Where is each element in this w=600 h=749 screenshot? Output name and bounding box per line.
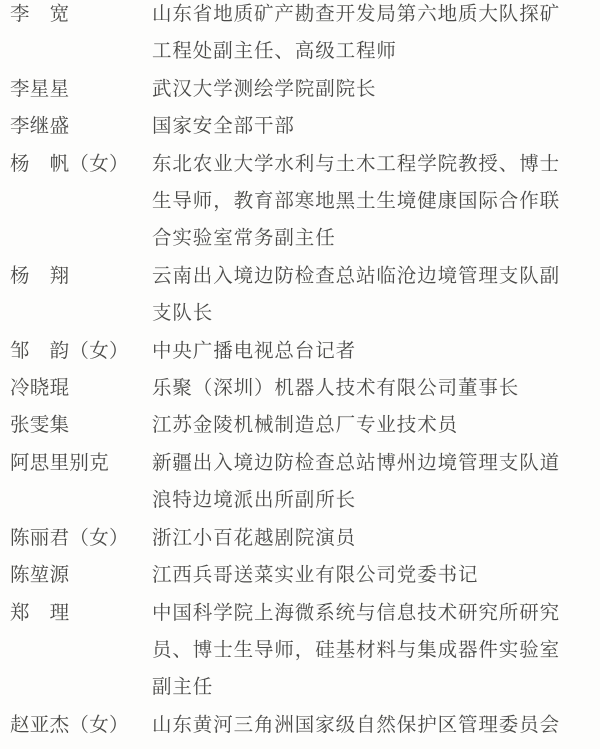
list-item (10, 707, 570, 744)
person-description (152, 108, 570, 145)
person-name: 陈堃源 (10, 565, 70, 587)
description-line: 合实验室常务副主任 (152, 228, 336, 250)
description-line: 山东黄河三角洲国家级自然保护区管理委员会 (152, 714, 561, 736)
person-name: 李继盛 (10, 116, 70, 138)
description-line: 浙江小百花越剧院演员 (152, 527, 357, 549)
person-name: 李星星 (10, 78, 70, 100)
description-line: 中国科学院上海微系统与信息技术研究所研究 (152, 602, 561, 624)
person-name: 邹 韵（女） (10, 340, 129, 362)
list-item (10, 333, 570, 370)
list-item (10, 0, 570, 71)
person-description (152, 407, 570, 444)
list-item (10, 520, 570, 557)
description-line: 副主任 (152, 677, 214, 699)
person-name: 陈丽君（女） (10, 527, 129, 549)
person-description (152, 520, 570, 557)
description-line: 工程处副主任、高级工程师 (152, 41, 397, 63)
list-item (10, 370, 570, 407)
person-description (152, 146, 570, 258)
person-description (152, 0, 570, 71)
list-item (10, 108, 570, 145)
description-line: 云南出入境边防检查总站临沧边境管理支队副 (152, 265, 561, 287)
description-line: 乐聚（深圳）机器人技术有限公司董事长 (152, 378, 520, 400)
description-line: 山东省地质矿产勘查开发局第六地质大队探矿 (152, 4, 561, 25)
person-name: 阿思里别克 (10, 452, 110, 474)
description-line: 中央广播电视总台记者 (152, 340, 357, 362)
list-item (10, 445, 570, 520)
person-name: 冷晓琨 (10, 378, 70, 400)
description-line: 东北农业大学水利与土木工程学院教授、博士 (152, 153, 561, 175)
list-item (10, 595, 570, 707)
person-description (152, 333, 570, 370)
description-line: 国家安全部干部 (152, 116, 295, 138)
description-line: 新疆出入境边防检查总站博州边境管理支队道 (152, 452, 561, 474)
person-description (152, 71, 570, 108)
description-line: 江苏金陵机械制造总厂专业技术员 (152, 415, 459, 437)
person-description (152, 707, 570, 744)
list-item (10, 557, 570, 594)
description-line: 浪特边境派出所副所长 (152, 490, 357, 512)
person-name: 张雯集 (10, 415, 70, 437)
list-item (10, 146, 570, 258)
list-item (10, 258, 570, 333)
list-item (10, 71, 570, 108)
person-description (152, 445, 570, 520)
description-line: 武汉大学测绘学院副院长 (152, 78, 377, 100)
person-description (152, 595, 570, 707)
person-name: 赵亚杰（女） (10, 714, 129, 736)
person-name: 杨 帆（女） (10, 153, 129, 175)
person-name: 李 宽 (10, 4, 70, 25)
list-item (10, 407, 570, 444)
person-description (152, 258, 570, 333)
description-line: 支队长 (152, 303, 214, 325)
description-line: 员、博士生导师，硅基材料与集成器件实验室 (152, 639, 561, 661)
person-description (152, 557, 570, 594)
person-name: 杨 翔 (10, 265, 70, 287)
person-description (152, 370, 570, 407)
person-name: 郑 理 (10, 602, 70, 624)
description-line: 江西兵哥送菜实业有限公司党委书记 (152, 565, 479, 587)
description-line: 生导师，教育部寒地黑土生境健康国际合作联 (152, 191, 561, 213)
